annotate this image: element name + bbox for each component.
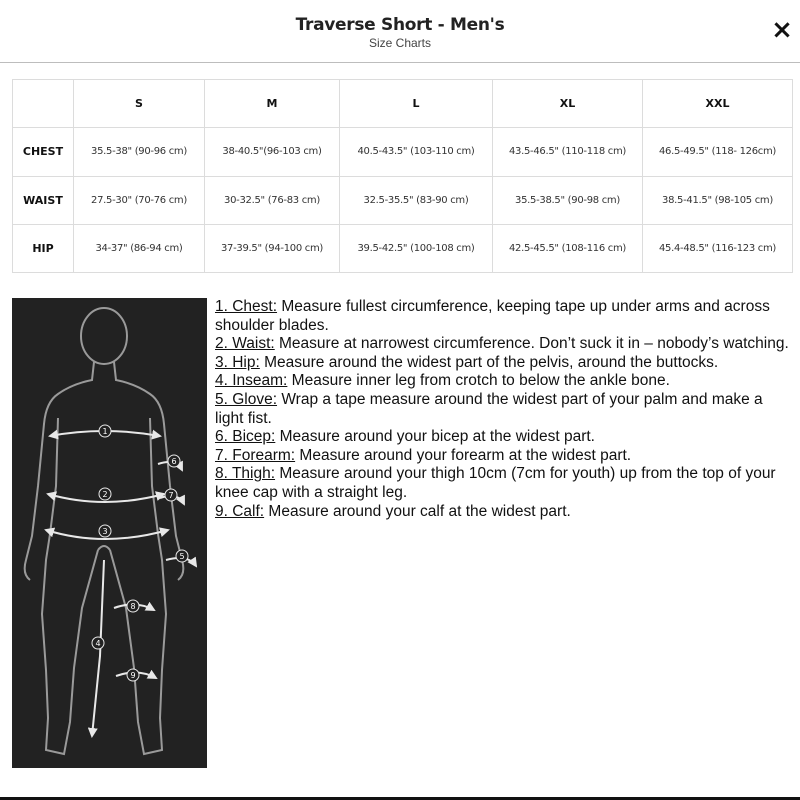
table-cell: 27.5-30" (70-76 cm) bbox=[74, 176, 205, 224]
svg-text:2: 2 bbox=[102, 490, 108, 499]
instruction-term: 6. Bicep: bbox=[215, 428, 276, 446]
table-row bbox=[13, 128, 793, 176]
instruction-text: Measure around your forearm at the widest part. bbox=[295, 446, 632, 464]
table-cell: 42.5-45.5" (108-116 cm) bbox=[493, 224, 643, 272]
marker-inseam bbox=[92, 637, 104, 649]
table-cell: 30-32.5" (76-83 cm) bbox=[205, 176, 340, 224]
table-cell: 37-39.5" (94-100 cm) bbox=[205, 224, 340, 272]
marker-bicep bbox=[168, 455, 180, 467]
row-header: HIP bbox=[13, 224, 74, 272]
marker-waist bbox=[99, 488, 111, 500]
table-header-row bbox=[13, 80, 793, 128]
marker-forearm bbox=[165, 489, 177, 501]
instruction-term: 4. Inseam: bbox=[215, 372, 288, 390]
table-cell: 35.5-38" (90-96 cm) bbox=[74, 128, 205, 176]
instruction-text: Wrap a tape measure around the widest part of your palm and make a light fist. bbox=[215, 390, 763, 427]
marker-thigh bbox=[127, 600, 139, 612]
svg-text:9: 9 bbox=[130, 671, 136, 680]
instruction-chest bbox=[215, 298, 795, 335]
marker-chest bbox=[99, 425, 111, 437]
instruction-glove bbox=[215, 391, 795, 428]
page-subtitle: Size Charts bbox=[368, 36, 432, 50]
instruction-inseam bbox=[215, 372, 795, 391]
table-cell: 43.5-46.5" (110-118 cm) bbox=[493, 128, 643, 176]
size-chart-table bbox=[12, 79, 793, 273]
instruction-forearm bbox=[215, 447, 795, 466]
instruction-term: 8. Thigh: bbox=[215, 465, 276, 483]
page-title: Traverse Short - Men's bbox=[295, 15, 505, 35]
modal-header bbox=[0, 0, 800, 63]
instruction-waist bbox=[215, 335, 795, 354]
column-header: S bbox=[74, 80, 205, 128]
instruction-text: Measure at narrowest circumference. Don’t suck it in – nobody’s watching. bbox=[274, 335, 789, 353]
instruction-term: 9. Calf: bbox=[215, 502, 265, 520]
table-cell: 38.5-41.5" (98-105 cm) bbox=[643, 176, 793, 224]
table-row bbox=[13, 224, 793, 272]
instruction-text: Measure around your bicep at the widest part. bbox=[275, 428, 595, 446]
measurement-markers bbox=[92, 425, 188, 681]
svg-text:7: 7 bbox=[168, 491, 174, 500]
instruction-term: 2. Waist: bbox=[215, 335, 275, 353]
instruction-text: Measure inner leg from crotch to below the ankle bone. bbox=[287, 372, 670, 390]
row-header: CHEST bbox=[13, 128, 74, 176]
instruction-hip bbox=[215, 354, 795, 373]
marker-calf bbox=[127, 669, 139, 681]
instruction-text: Measure fullest circumference, keeping tape up under arms and across shoulder blades. bbox=[215, 298, 770, 334]
body-outline-illustration bbox=[12, 298, 207, 768]
marker-glove bbox=[176, 550, 188, 562]
column-header: XXL bbox=[643, 80, 793, 128]
instruction-calf bbox=[215, 503, 795, 522]
table-corner-cell bbox=[13, 80, 74, 128]
column-header: XL bbox=[493, 80, 643, 128]
instruction-text: Measure around the widest part of the pelvis, around the buttocks. bbox=[259, 353, 719, 371]
table-cell: 34-37" (86-94 cm) bbox=[74, 224, 205, 272]
table-cell: 38-40.5"(96-103 cm) bbox=[205, 128, 340, 176]
instruction-term: 5. Glove: bbox=[215, 390, 278, 408]
instruction-text: Measure around your calf at the widest part. bbox=[264, 502, 571, 520]
instruction-term: 7. Forearm: bbox=[215, 446, 296, 464]
svg-text:4: 4 bbox=[95, 639, 101, 648]
table-cell: 39.5-42.5" (100-108 cm) bbox=[340, 224, 493, 272]
instruction-bicep bbox=[215, 428, 795, 447]
marker-hip bbox=[99, 525, 111, 537]
table-cell: 32.5-35.5" (83-90 cm) bbox=[340, 176, 493, 224]
row-header: WAIST bbox=[13, 176, 74, 224]
svg-text:1: 1 bbox=[102, 427, 108, 436]
table-cell: 45.4-48.5" (116-123 cm) bbox=[643, 224, 793, 272]
table-cell: 40.5-43.5" (103-110 cm) bbox=[340, 128, 493, 176]
instruction-text: Measure around your thigh 10cm (7cm for youth) up from the top of your knee cap with a straight leg. bbox=[215, 465, 776, 501]
close-icon[interactable]: × bbox=[771, 15, 793, 45]
table-cell: 35.5-38.5" (90-98 cm) bbox=[493, 176, 643, 224]
table-row bbox=[13, 176, 793, 224]
svg-text:6: 6 bbox=[171, 457, 177, 466]
table-cell: 46.5-49.5" (118- 126cm) bbox=[643, 128, 793, 176]
instruction-term: 3. Hip: bbox=[215, 353, 260, 371]
column-header: M bbox=[205, 80, 340, 128]
svg-text:5: 5 bbox=[179, 552, 185, 561]
instruction-term: 1. Chest: bbox=[215, 298, 278, 315]
instruction-thigh bbox=[215, 465, 795, 502]
measurement-figure bbox=[12, 298, 207, 768]
svg-text:3: 3 bbox=[102, 527, 108, 536]
measurement-instructions bbox=[215, 298, 795, 521]
svg-text:8: 8 bbox=[130, 602, 136, 611]
measurement-arrows bbox=[46, 431, 196, 736]
column-header: L bbox=[340, 80, 493, 128]
